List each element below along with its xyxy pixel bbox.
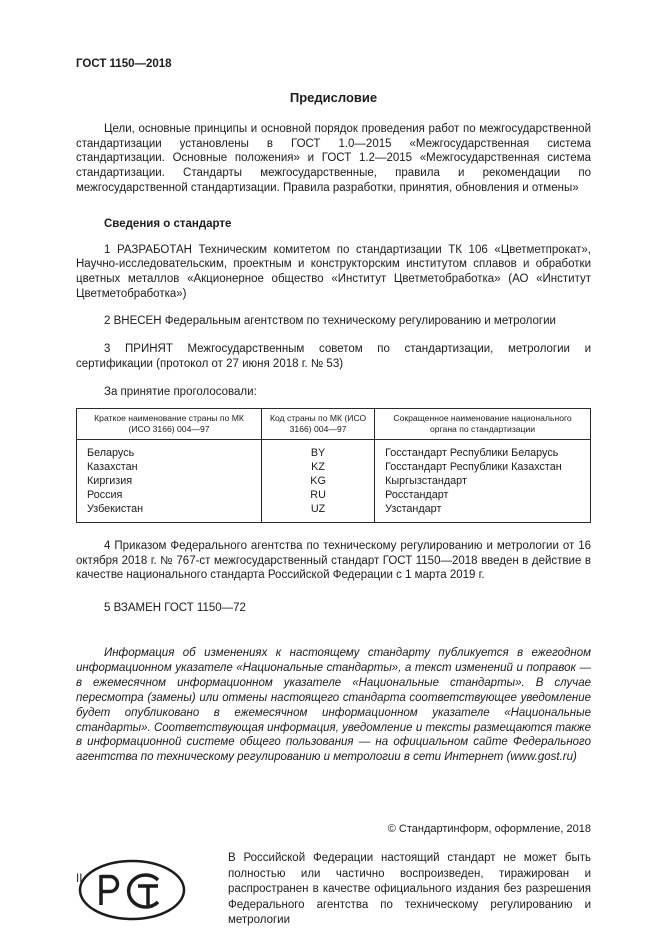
cell-country: Киргизия <box>77 474 262 488</box>
reproduction-restriction: В Российской Федерации настоящий стандарт не может быть полностью или частично воспроизведен, тиражирован и распространен в качестве официального издания без разрешения Федерального агентства по техническому регулированию и метрологии <box>228 852 591 927</box>
table-row <box>77 474 591 488</box>
col-header-code: Код страны по МК (ИСО 3166) 004—97 <box>262 409 375 439</box>
rst-certification-mark-icon <box>76 857 188 923</box>
cell-org: Кыргызстандарт <box>375 474 591 488</box>
replaces-item: 5 ВЗАМЕН ГОСТ 1150—72 <box>104 602 246 615</box>
cell-org: Госстандарт Республики Беларусь <box>375 439 591 460</box>
enacted-item: 4 Приказом Федерального агентства по техническому регулированию и метрологии от 16 октября 2018 г. № 767-ст межгосударственный стандарт ГОСТ 1150—2018 введен в действие в качестве национального стандарта Российской Федерации с 1 марта 2019 г. <box>76 539 591 582</box>
info-heading: Сведения о стандарте <box>104 217 232 230</box>
intro-paragraph: Цели, основные принципы и основной порядок проведения работ по межгосударственной стандартизации установлены в ГОСТ 1.0—2015 «Межгосударственная система стандартизации. Основные положения» и ГОСТ 1.2—2015 «Межгосударственная система стандартизации. Стандарты межгосударственные, правила и рекомендации по межгосударственной стандартизации. Правила разработки, принятия, обновления и отмены» <box>76 123 591 194</box>
page-number: II <box>76 873 83 885</box>
table-row <box>77 502 591 523</box>
submitted-item: 2 ВНЕСЕН Федеральным агентством по техническому регулированию и метрологии <box>104 315 556 328</box>
table-row <box>77 439 591 460</box>
cell-country: Узбекистан <box>77 502 262 523</box>
cell-org: Росстандарт <box>375 488 591 502</box>
cell-org: Узстандарт <box>375 502 591 523</box>
cell-code: BY <box>262 439 375 460</box>
page-title: Предисловие <box>289 90 378 105</box>
col-header-country: Краткое наименование страны по МК (ИСО 3166) 004—97 <box>77 409 262 439</box>
cell-code: KG <box>262 474 375 488</box>
cell-country: Беларусь <box>77 439 262 460</box>
rst-logo <box>76 851 228 928</box>
cell-country: Россия <box>77 488 262 502</box>
change-notice: Информация об изменениях к настоящему стандарту публикуется в ежегодном информационном указателе «Национальные стандарты», а текст изменений и поправок — в ежемесячном информационном указателе «Национальные стандарты». В случае пересмотра (замены) или отмены настоящего стандарта соответствующее уведомление будет опубликовано в ежемесячном информационном указателе «Национальные стандарты». Соответствующая информация, уведомление и тексты размещаются также в информационной системе общего пользования — на официальном сайте Федерального агентства по техническому регулированию и метрологии в сети Интернет (www.gost.ru) <box>76 646 591 764</box>
table-row <box>77 460 591 474</box>
cell-code: UZ <box>262 502 375 523</box>
table-header-row <box>77 409 591 439</box>
developed-item: 1 РАЗРАБОТАН Техническим комитетом по стандартизации ТК 106 «Цветметпрокат», Научно-исследовательским, проектным и конструкторским институтом сплавов и обработки цветных металлов «Акционерное общество «Институт Цветметобработка» (АО «Институт Цветметобработка») <box>76 243 591 300</box>
cell-country: Казахстан <box>77 460 262 474</box>
doc-code: ГОСТ 1150—2018 <box>76 58 172 70</box>
cell-code: RU <box>262 488 375 502</box>
vote-table <box>76 408 591 523</box>
copyright-line: © Стандартинформ, оформление, 2018 <box>387 823 591 836</box>
page-content <box>76 58 591 929</box>
adopted-item: 3 ПРИНЯТ Межгосударственным советом по стандартизации, метрологии и сертификации (протокол от 27 июня 2018 г. № 53) <box>76 343 591 370</box>
footer-block <box>76 851 591 929</box>
col-header-org: Сокращенное наименование национального органа по стандартизации <box>375 409 591 439</box>
table-row <box>77 488 591 502</box>
vote-intro: За принятие проголосовали: <box>104 385 257 398</box>
cell-code: KZ <box>262 460 375 474</box>
cell-org: Госстандарт Республики Казахстан <box>375 460 591 474</box>
